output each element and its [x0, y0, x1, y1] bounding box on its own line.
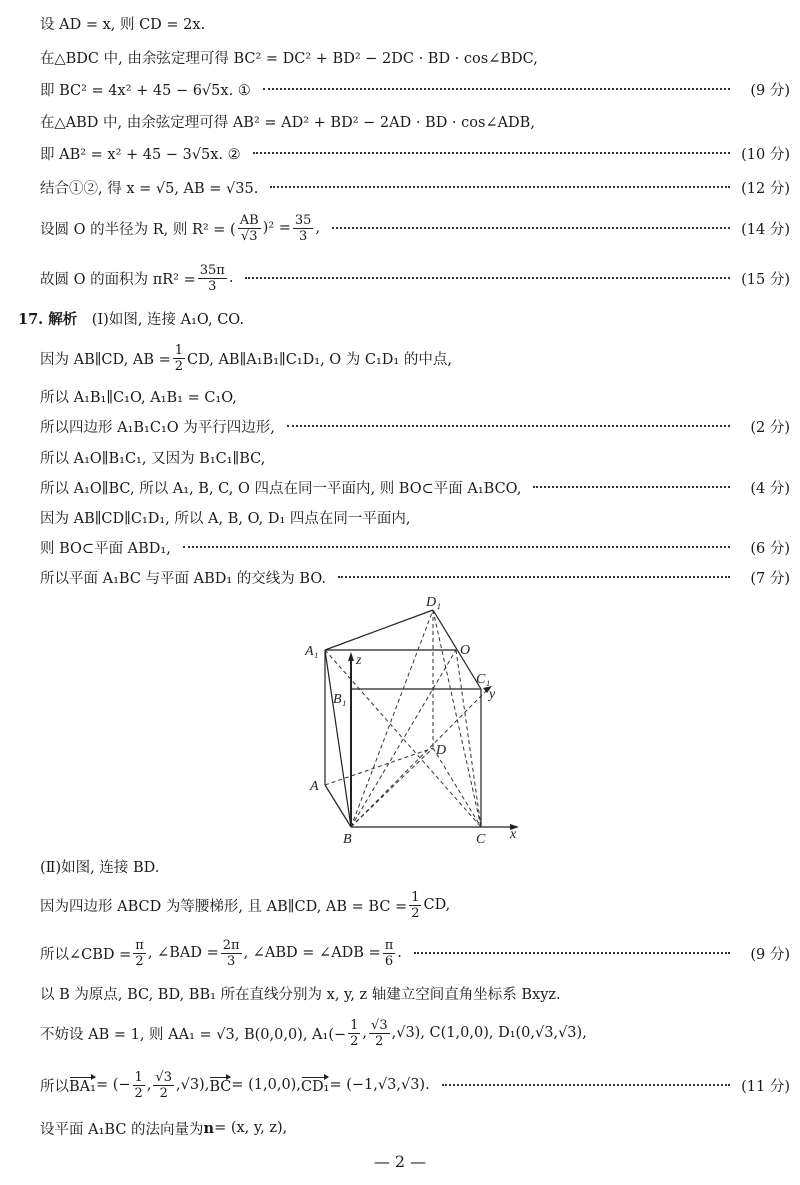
score: (7 分)	[750, 570, 790, 587]
text-run: = (−1,√3,√3).	[329, 1077, 430, 1093]
text-run: CD,	[423, 897, 451, 913]
label-c: C	[476, 832, 486, 847]
denominator: 2	[411, 905, 420, 921]
numerator: π	[384, 937, 394, 953]
text-run: 在△ABD 中, 由余弦定理可得 AB² = AD² + BD² − 2AD · BD · cos∠ADB,	[40, 114, 535, 131]
text-run: = (x, y, z),	[214, 1120, 288, 1136]
score: (11 分)	[741, 1078, 790, 1095]
edge-a-b	[325, 785, 351, 827]
label-d1: D₁	[426, 595, 441, 610]
vector: CD₁	[301, 1075, 330, 1095]
page-number: — 2 —	[373, 1152, 427, 1171]
label-y: y	[489, 687, 496, 702]
text-run: 所以平面 A₁BC 与平面 ABD₁ 的交线为 BO.	[40, 570, 326, 587]
score: (6 分)	[750, 540, 790, 557]
text-run: ,√3),	[175, 1077, 210, 1093]
text-run: 所以 A₁B₁∥C₁O, A₁B₁ = C₁O,	[40, 389, 237, 406]
text-run: = (1,0,0),	[231, 1077, 301, 1093]
text-run: 以 B 为原点, BC, BD, BB₁ 所在直线分别为 x, y, z 轴建立空间直角坐标系 Bxyz.	[40, 986, 561, 1003]
bold-text: n	[203, 1119, 215, 1137]
label-c1: C₁	[476, 672, 491, 687]
z-arrow-icon	[348, 652, 354, 661]
text-run: 则 BO⊂平面 ABD₁,	[40, 540, 171, 557]
text-run: 因为四边形 ABCD 为等腰梯形, 且 AB∥CD, AB = BC =	[40, 898, 408, 915]
text-run: 所以	[40, 1078, 69, 1095]
numerator: √3	[371, 1017, 388, 1033]
score: (14 分)	[741, 221, 790, 238]
denominator: 2	[159, 1085, 168, 1101]
text-run: 即 AB² = x² + 45 − 3√5x. ②	[40, 146, 241, 163]
numerator: 1	[350, 1017, 359, 1033]
label-b1: B₁	[333, 692, 347, 707]
text-run: 所以 A₁O∥B₁C₁, 又因为 B₁C₁∥BC,	[40, 450, 266, 467]
text-run: 所以四边形 A₁B₁C₁O 为平行四边形,	[40, 419, 275, 436]
score: (10 分)	[741, 146, 790, 163]
text-run: (Ⅰ)如图, 连接 A₁O, CO.	[77, 311, 244, 328]
edge-a1-d1	[325, 610, 433, 650]
text-run: 所以 A₁O∥BC, 所以 A₁, B, C, O 四点在同一平面内, 则 BO⊂平面 A₁BCO,	[40, 480, 522, 497]
text-run: 结合①②, 得 x = √5, AB = √35.	[40, 180, 259, 197]
axis-arrows	[348, 652, 519, 830]
numerator: 2π	[222, 937, 240, 953]
label-x: x	[510, 827, 517, 842]
numerator: 35π	[199, 262, 225, 278]
text-run: 因为 AB∥CD∥C₁D₁, 所以 A, B, O, D₁ 四点在同一平面内,	[40, 510, 411, 527]
text-run: ,	[146, 1077, 152, 1093]
edge-a1-b	[325, 650, 351, 827]
denominator: 2	[135, 953, 144, 969]
text-run: 设 AD = x, 则 CD = 2x.	[40, 16, 206, 33]
text-run: 因为 AB∥CD, AB =	[40, 351, 171, 368]
denominator: √3	[240, 228, 258, 244]
denominator: 2	[350, 1033, 359, 1049]
text-run: ,√3), C(1,0,0), D₁(0,√3,√3),	[391, 1025, 587, 1041]
text-run: 所以∠CBD =	[40, 946, 132, 963]
text-run: 设平面 A₁BC 的法向量为	[40, 1121, 204, 1138]
text-run: 即 BC² = 4x² + 45 − 6√5x. ①	[40, 82, 251, 99]
text-run: ,	[362, 1025, 368, 1041]
bold-text: 17. 解析	[18, 310, 78, 328]
text-run: 在△BDC 中, 由余弦定理可得 BC² = DC² + BD² − 2DC · BD · cos∠BDC,	[40, 50, 538, 67]
denominator: 3	[227, 953, 236, 969]
label-z: z	[356, 653, 362, 668]
score: (9 分)	[750, 82, 790, 99]
denominator: 3	[208, 278, 217, 294]
text-run: 设圆 O 的半径为 R, 则 R² = (	[40, 221, 236, 238]
text-run: 不妨设 AB = 1, 则 AA₁ = √3, B(0,0,0), A₁(−	[40, 1026, 347, 1043]
text-run: 故圆 O 的面积为 πR² =	[40, 271, 196, 288]
label-o: O	[460, 643, 471, 658]
text-run: )² =	[262, 220, 291, 236]
label-d: D	[436, 743, 447, 758]
label-a1: A₁	[305, 644, 319, 659]
text-run: .	[228, 270, 234, 286]
score: (2 分)	[750, 419, 790, 436]
text-run: = (−	[95, 1077, 131, 1093]
numerator: 1	[411, 889, 420, 905]
text-run: .	[397, 945, 402, 961]
numerator: AB	[239, 212, 259, 228]
label-b: B	[343, 832, 352, 847]
denominator: 6	[384, 953, 394, 969]
text-run: , ∠BAD =	[147, 945, 219, 961]
score: (4 分)	[750, 480, 790, 497]
denominator: 3	[299, 228, 308, 244]
score: (15 分)	[741, 271, 790, 288]
numerator: 1	[174, 342, 184, 358]
numerator: 1	[134, 1069, 143, 1085]
numerator: π	[135, 937, 144, 953]
score: (9 分)	[750, 946, 790, 963]
denominator: 2	[134, 1085, 143, 1101]
numerator: 35	[294, 212, 312, 228]
text-run: (Ⅱ)如图, 连接 BD.	[40, 859, 160, 876]
numerator: √3	[155, 1069, 172, 1085]
score: (12 分)	[741, 180, 790, 197]
text-run: ,	[315, 220, 321, 236]
text-run: , ∠ABD = ∠ADB =	[243, 945, 381, 961]
denominator: 2	[174, 358, 184, 374]
label-a: A	[310, 779, 319, 794]
vector: BA₁	[69, 1075, 96, 1095]
vector: BC	[209, 1075, 231, 1095]
denominator: 2	[375, 1033, 384, 1049]
text-run: CD, AB∥A₁B₁∥C₁D₁, O 为 C₁D₁ 的中点,	[187, 351, 452, 368]
